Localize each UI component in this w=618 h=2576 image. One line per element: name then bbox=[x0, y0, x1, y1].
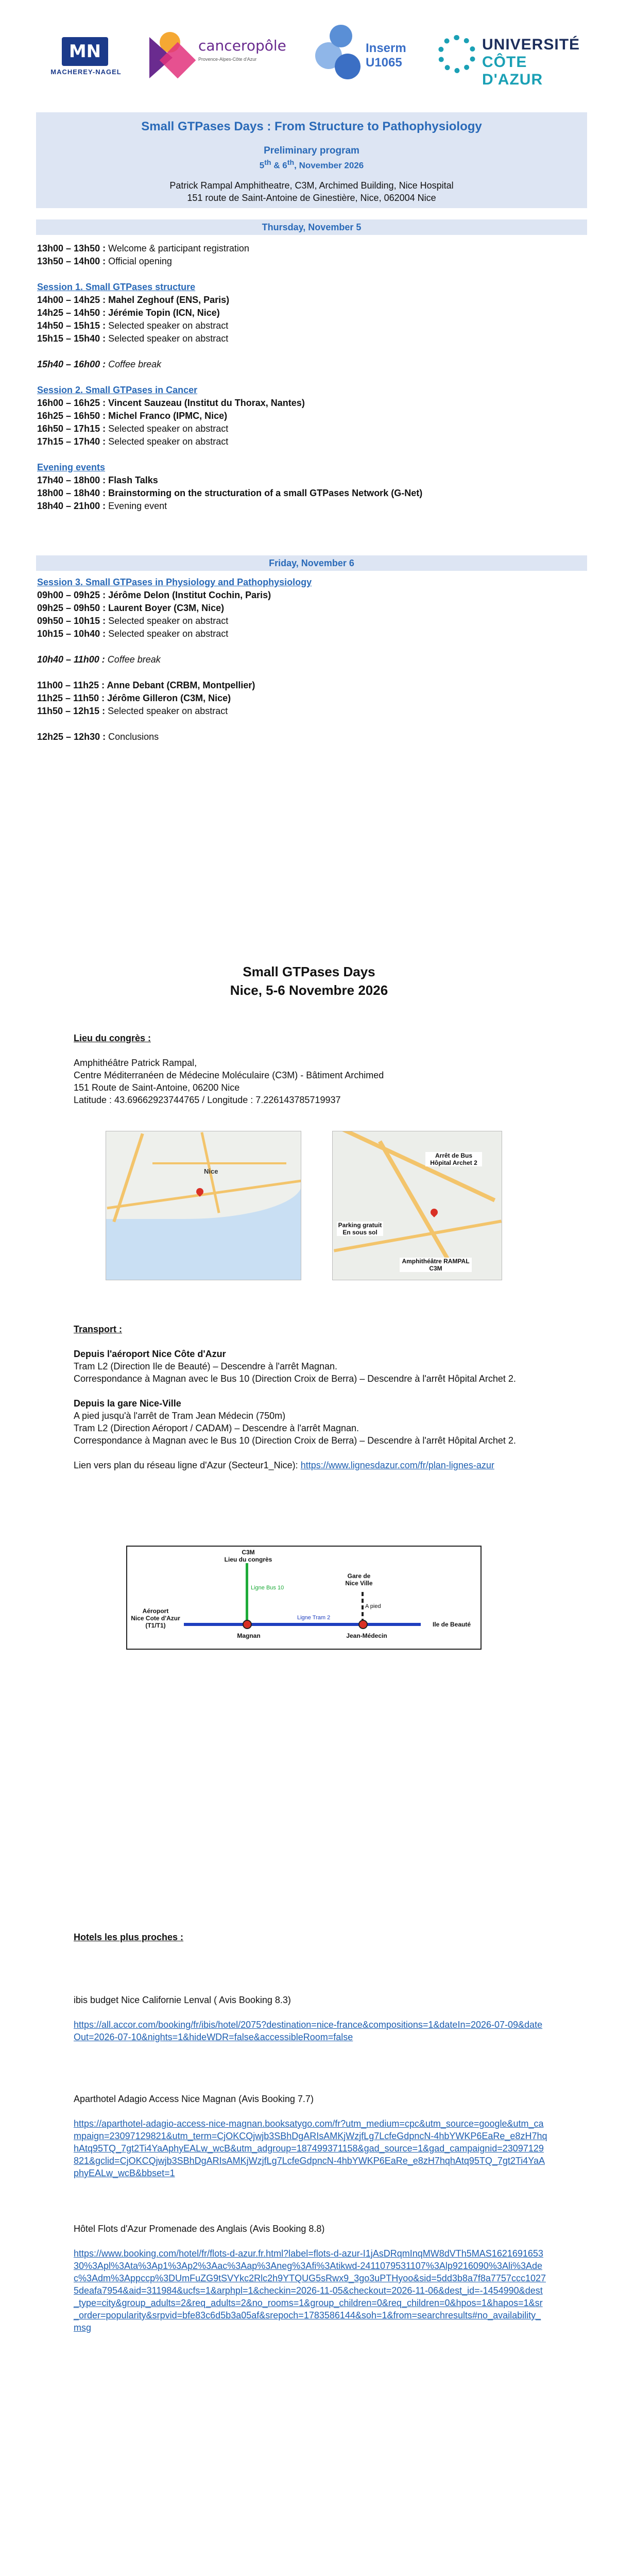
airport-heading: Depuis l'aéroport Nice Côte d'Azur bbox=[74, 1349, 226, 1359]
amphi-label: Amphithéâtre RAMPAL C3M bbox=[400, 1258, 472, 1272]
venue-section bbox=[74, 1032, 547, 1106]
program-time: 15h40 – 16h00 : bbox=[37, 359, 109, 369]
tram-bus10-label: Ligne Bus 10 bbox=[251, 1585, 284, 1591]
program-item: Laurent Boyer (C3M, Nice) bbox=[108, 603, 225, 613]
tram-beaute-label: Ile de Beauté bbox=[432, 1621, 471, 1628]
program-time: 16h00 – 16h25 : bbox=[37, 398, 109, 408]
mn-badge: MN bbox=[62, 37, 108, 66]
program-time: 18h40 – 21h00 : bbox=[37, 501, 109, 511]
program-row bbox=[37, 422, 583, 435]
uca-logo bbox=[438, 31, 587, 88]
program-item: Selected speaker on abstract bbox=[108, 436, 229, 447]
program-row bbox=[37, 474, 583, 487]
program-row bbox=[37, 435, 583, 448]
spacer bbox=[37, 268, 583, 281]
uca-line2: CÔTE D'AZUR bbox=[482, 54, 543, 88]
program-row bbox=[37, 653, 583, 666]
hotels-section bbox=[74, 1931, 547, 1943]
airport-line: Tram L2 (Direction Ile de Beauté) – Descendre à l'arrêt Magnan. bbox=[74, 1361, 338, 1371]
program-item: Coffee break bbox=[107, 654, 161, 665]
parking-label: Parking gratuit En sous sol bbox=[337, 1222, 383, 1236]
program-item: Welcome & participant registration bbox=[108, 243, 249, 253]
program-item: Selected speaker on abstract bbox=[108, 616, 229, 626]
inserm-line1: Inserm bbox=[366, 41, 406, 55]
program-row bbox=[37, 615, 583, 628]
program-time: 11h00 – 11h25 : bbox=[37, 680, 107, 690]
venue-line1: Patrick Rampal Amphitheatre, C3M, Archimed Building, Nice Hospital bbox=[169, 180, 454, 191]
program-item: Selected speaker on abstract bbox=[108, 320, 229, 331]
program-item: Conclusions bbox=[108, 732, 159, 742]
venue-line2: 151 route de Saint-Antoine de Ginestière, Nice, 062004 Nice bbox=[187, 192, 436, 203]
inserm-logo bbox=[314, 23, 417, 84]
venue-heading: Lieu du congrès : bbox=[74, 1033, 151, 1043]
practical-title bbox=[0, 962, 618, 999]
hotel-name: Hôtel Flots d'Azur Promenade des Anglais (Avis Booking 8.8) bbox=[74, 2224, 325, 2234]
uca-line1: UNIVERSITÉ bbox=[482, 36, 580, 53]
practical-title-line1: Small GTPases Days bbox=[243, 964, 375, 979]
program-time: 09h25 – 09h50 : bbox=[37, 603, 109, 613]
canceropole-name: canceropôle bbox=[198, 37, 286, 54]
tram-line2-label: Ligne Tram 2 bbox=[297, 1615, 331, 1621]
program-time: 14h50 – 15h15 : bbox=[37, 320, 109, 331]
tram-c3m-label: C3M Lieu du congrès bbox=[224, 1549, 272, 1563]
program-item: Coffee break bbox=[108, 359, 162, 369]
program-time: 09h00 – 09h25 : bbox=[37, 590, 109, 600]
program-row bbox=[37, 319, 583, 332]
venue-line: Amphithéâtre Patrick Rampal, bbox=[74, 1058, 197, 1068]
network-link[interactable]: https://www.lignesdazur.com/fr/plan-lignes-azur bbox=[300, 1460, 494, 1470]
day2-program bbox=[37, 576, 583, 743]
day2-header: Friday, November 6 bbox=[36, 555, 587, 571]
airport-directions bbox=[74, 1360, 547, 1385]
page-title: Small GTPases Days : From Structure to Pathophysiology bbox=[141, 120, 482, 133]
venue-line: Latitude : 43.69662923744765 / Longitude : 7.226143785719937 bbox=[74, 1095, 341, 1105]
network-link-paragraph bbox=[74, 1459, 547, 1471]
venue-address bbox=[36, 179, 587, 204]
program-item: Jérôme Delon (Institut Cochin, Paris) bbox=[108, 590, 271, 600]
tram-diagram bbox=[126, 1546, 482, 1650]
hotel-item bbox=[74, 2223, 547, 2334]
hotel-link[interactable]: https://aparthotel-adagio-access-nice-magnan.booksatygo.com/fr?utm_medium=cpc&utm_source=google&utm_campaign=23097129821&utm_term=CjOKCQjwjb3SBhDgARIsAMKjWzjfLg7LcfeGdpncN-4hbYWKP6EaRe_e8zH7hqhAtq95TQ_7gt2Ti4YaAphyEALw_wcB&utm_adgroup=187499371158&gad_source=1&gad_campaignid=23097129821&gclid=CjOKCQjwjb3SBhDgARIsAMKjWzjfLg7LcfeGdpncN-4hbYWKP6EaRe_e8zH7hqhAtq95TQ_7gt2Ti4YaAphyEALw_wcB&bbset=1 bbox=[74, 2119, 547, 2178]
hotel-name: ibis budget Nice Californie Lenval ( Avis Booking 8.3) bbox=[74, 1995, 291, 2005]
program-item: Selected speaker on abstract bbox=[108, 629, 229, 639]
hotel-item bbox=[74, 1994, 547, 2043]
title-box bbox=[36, 112, 587, 208]
program-time: 16h25 – 16h50 : bbox=[37, 411, 109, 421]
spacer bbox=[37, 666, 583, 679]
program-row bbox=[37, 332, 583, 345]
program-time: 15h15 – 15h40 : bbox=[37, 333, 109, 344]
spacer bbox=[74, 2006, 547, 2019]
magnan-stop-icon bbox=[243, 1620, 252, 1629]
tram-airport-label: Aéroport Nice Cote d'Azur (T1/T1) bbox=[131, 1607, 180, 1629]
venue-line: Centre Méditerranéen de Médecine Moléculaire (C3M) - Bâtiment Archimed bbox=[74, 1070, 384, 1080]
program-item: Official opening bbox=[108, 256, 172, 266]
tram-gare-label: Gare de Nice Ville bbox=[345, 1572, 373, 1587]
program-row bbox=[37, 410, 583, 422]
uca-star-icon bbox=[438, 35, 476, 73]
tram-apied-label: A pied bbox=[365, 1603, 381, 1609]
tram-magnan-label: Magnan bbox=[237, 1632, 261, 1639]
city-map bbox=[106, 1131, 301, 1280]
hotel-link[interactable]: https://www.booking.com/hotel/fr/flots-d-azur.fr.html?label=flots-d-azur-I1jAsDRqmInqMW8dVTh5MAS162169165330%3Apl%3Ata%3Ap1%3Ap2%3Aac%3Aap%3Aneg%3Afi%3Atikwd-2411079531107%3Alp9216090%3Ali%3Adec%3Adm%3Appccp%3DUmFuZG9tSVYkc2Rlc2h9YTQUG5sRwx9_3go3uPTHyoo&sid=5dd3b8a7f8a7757ccc10275deafa7954&aid=311984&ucfs=1&arphpl=1&checkin=2026-11-05&checkout=2026-11-06&dest_id=-1454990&dest_type=city&group_adults=2&req_adults=2&no_rooms=1&group_children=0&req_children=0&hpos=1&hapos=1&sr_order=popularity&srpvid=bfe83c6d5b3a05af&srepoch=1783586144&soh=1&from=searchresults#no_availability_msg bbox=[74, 2248, 546, 2333]
program-time: 14h00 – 14h25 : bbox=[37, 295, 109, 305]
session-heading: Session 3. Small GTPases in Physiology and Pathophysiology bbox=[37, 577, 312, 587]
program-item: Brainstorming on the structuration of a small GTPases Network (G-Net) bbox=[108, 488, 423, 498]
station-line: Tram L2 (Direction Aéroport / CADAM) – Descendre à l'arrêt Magnan. bbox=[74, 1423, 359, 1433]
program-time: 11h50 – 12h15 : bbox=[37, 706, 108, 716]
station-directions bbox=[74, 1410, 547, 1447]
program-row bbox=[37, 255, 583, 268]
program-time: 13h50 – 14h00 : bbox=[37, 256, 109, 266]
site-pin-icon bbox=[429, 1207, 439, 1217]
network-link-label: Lien vers plan du réseau ligne d'Azur (Secteur1_Nice): bbox=[74, 1460, 301, 1470]
program-item: Flash Talks bbox=[108, 475, 158, 485]
program-row bbox=[37, 358, 583, 371]
spacer bbox=[37, 371, 583, 384]
practical-title-line2: Nice, 5-6 Novembre 2026 bbox=[230, 982, 388, 998]
logo-bar bbox=[36, 23, 587, 88]
program-item: Selected speaker on abstract bbox=[108, 333, 229, 344]
program-row bbox=[37, 242, 583, 255]
program-item: Michel Franco (IPMC, Nice) bbox=[108, 411, 228, 421]
inserm-line2: U1065 bbox=[366, 56, 402, 70]
tram-jean-medecin-label: Jean-Médecin bbox=[346, 1632, 387, 1639]
program-row bbox=[37, 307, 583, 319]
program-time: 14h25 – 14h50 : bbox=[37, 308, 109, 318]
site-map bbox=[332, 1131, 502, 1280]
program-time: 12h25 – 12h30 : bbox=[37, 732, 109, 742]
bus-stop-label: Arrêt de Bus Hôpital Archet 2 bbox=[425, 1152, 482, 1166]
program-item: Selected speaker on abstract bbox=[108, 706, 228, 716]
transport-section bbox=[74, 1323, 547, 1471]
session-heading: Session 2. Small GTPases in Cancer bbox=[37, 385, 198, 395]
spacer bbox=[37, 345, 583, 358]
venue-lines bbox=[74, 1057, 547, 1106]
spacer bbox=[37, 640, 583, 653]
canceropole-sub: Provence-Alpes-Côte d'Azur bbox=[198, 57, 257, 62]
program-time: 10h15 – 10h40 : bbox=[37, 629, 109, 639]
day1-program bbox=[37, 242, 583, 513]
canceropole-logo bbox=[149, 27, 286, 83]
spacer bbox=[74, 2105, 547, 2117]
program-row bbox=[37, 397, 583, 410]
mn-caption: MACHEREY-NAGEL bbox=[50, 68, 122, 76]
program-item: Vincent Sauzeau (Institut du Thorax, Nantes) bbox=[108, 398, 305, 408]
venue-line: 151 Route de Saint-Antoine, 06200 Nice bbox=[74, 1082, 240, 1093]
program-item: Jérémie Topin (ICN, Nice) bbox=[108, 308, 220, 318]
program-row bbox=[37, 705, 583, 718]
hotel-list bbox=[74, 1994, 547, 2377]
program-time: 10h40 – 11h00 : bbox=[37, 654, 108, 665]
session-heading: Evening events bbox=[37, 462, 106, 472]
hotel-link[interactable]: https://all.accor.com/booking/fr/ibis/hotel/2075?destination=nice-france&compositions=1&dateIn=2026-07-09&dateOut=2026-07-10&nights=1&hideWDR=false&accessibleRoom=false bbox=[74, 2020, 543, 2042]
hotel-item bbox=[74, 2093, 547, 2179]
program-time: 17h15 – 17h40 : bbox=[37, 436, 109, 447]
station-line: A pied jusqu'à l'arrêt de Tram Jean Médecin (750m) bbox=[74, 1411, 286, 1421]
program-item: Evening event bbox=[108, 501, 167, 511]
program-time: 18h00 – 18h40 : bbox=[37, 488, 109, 498]
transport-heading: Transport : bbox=[74, 1324, 123, 1334]
program-row bbox=[37, 602, 583, 615]
program-row bbox=[37, 692, 583, 705]
session-heading: Session 1. Small GTPases structure bbox=[37, 282, 196, 292]
program-row bbox=[37, 679, 583, 692]
program-time: 16h50 – 17h15 : bbox=[37, 423, 109, 434]
program-row bbox=[37, 500, 583, 513]
event-dates: 5th & 6th, November 2026 bbox=[259, 159, 364, 171]
station-line: Correspondance à Magnan avec le Bus 10 (Direction Croix de Berra) – Descendre à l'arrêt Hôpital Archet 2. bbox=[74, 1435, 516, 1446]
program-item: Selected speaker on abstract bbox=[108, 423, 229, 434]
spacer bbox=[74, 2235, 547, 2247]
program-row bbox=[37, 487, 583, 500]
program-item: Jérôme Gilleron (C3M, Nice) bbox=[107, 693, 231, 703]
program-item: Anne Debant (CRBM, Montpellier) bbox=[107, 680, 255, 690]
day1-header: Thursday, November 5 bbox=[36, 219, 587, 235]
program-time: 09h50 – 10h15 : bbox=[37, 616, 109, 626]
map-city-label: Nice bbox=[204, 1167, 218, 1175]
hotels-heading: Hotels les plus proches : bbox=[74, 1932, 184, 1942]
station-heading: Depuis la gare Nice-Ville bbox=[74, 1398, 181, 1409]
program-time: 13h00 – 13h50 : bbox=[37, 243, 109, 253]
program-row bbox=[37, 589, 583, 602]
preliminary-label: Preliminary program bbox=[264, 145, 359, 156]
macherey-nagel-logo bbox=[42, 37, 125, 78]
program-time: 11h25 – 11h50 : bbox=[37, 693, 108, 703]
spacer bbox=[37, 718, 583, 731]
program-item: Mahel Zeghouf (ENS, Paris) bbox=[108, 295, 230, 305]
hotel-name: Aparthotel Adagio Access Nice Magnan (Avis Booking 7.7) bbox=[74, 2094, 314, 2104]
jean-medecin-stop-icon bbox=[358, 1620, 368, 1629]
spacer bbox=[37, 448, 583, 461]
program-row bbox=[37, 628, 583, 640]
program-row bbox=[37, 731, 583, 743]
program-time: 17h40 – 18h00 : bbox=[37, 475, 109, 485]
program-row bbox=[37, 294, 583, 307]
airport-line: Correspondance à Magnan avec le Bus 10 (Direction Croix de Berra) – Descendre à l'arrêt Hôpital Archet 2. bbox=[74, 1374, 516, 1384]
